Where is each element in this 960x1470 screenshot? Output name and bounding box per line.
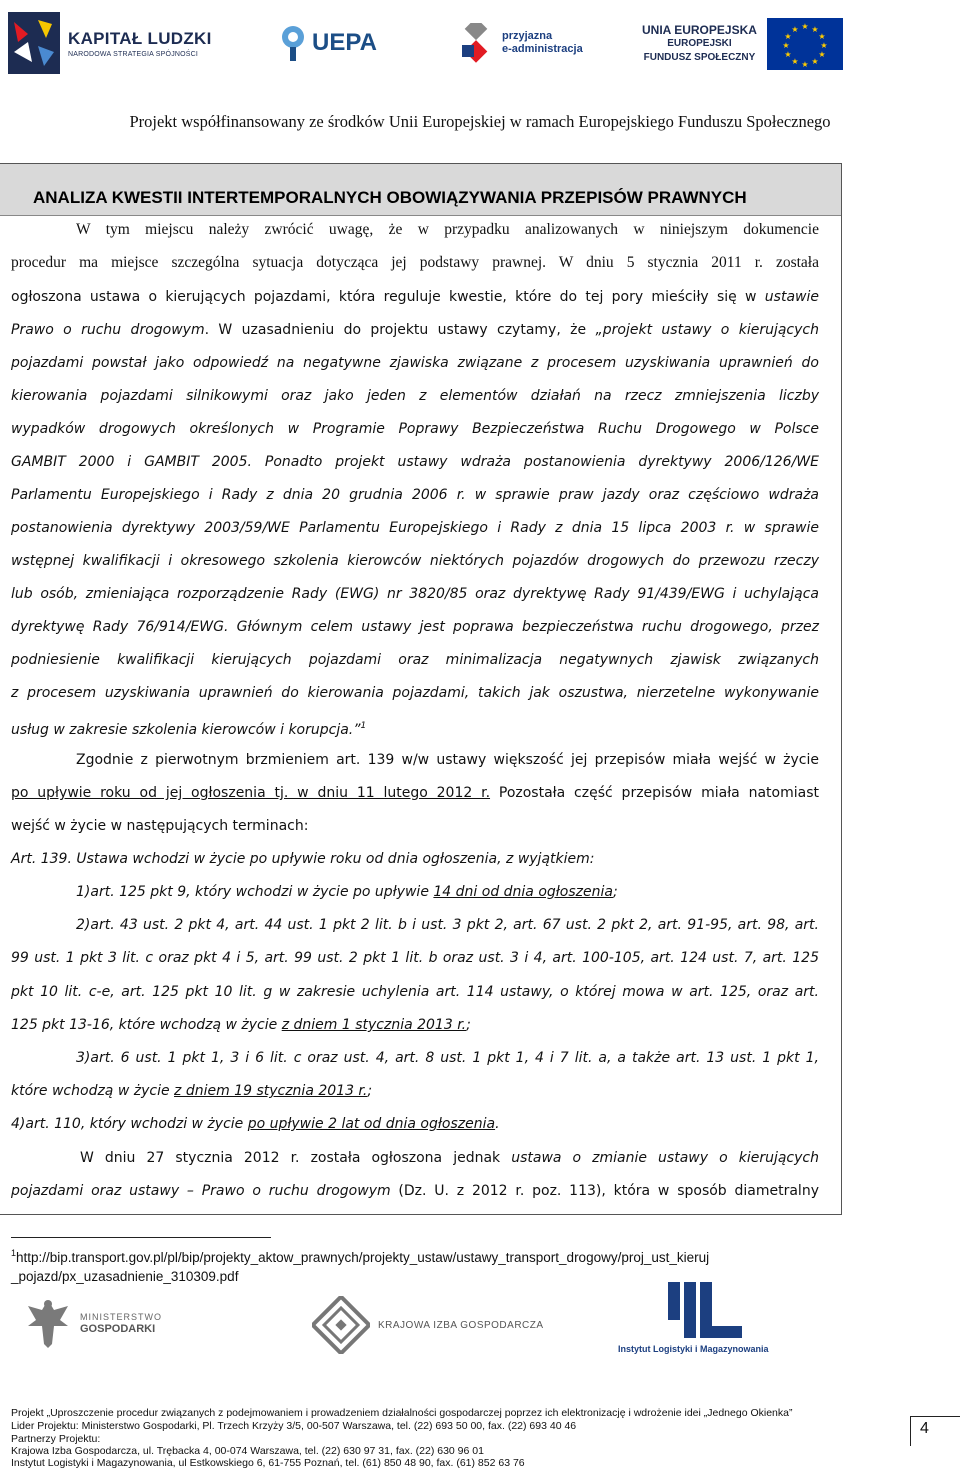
law-title-span: ustawie: [764, 289, 819, 305]
law-title-span: Prawo o ruchu drogowym: [11, 322, 205, 338]
footnote-line: [11, 1248, 709, 1265]
kig-emblem-icon: [312, 1296, 370, 1354]
mg-line2: GOSPODARKI: [80, 1323, 156, 1335]
quote-line: Parlamentu Europejskiego i Rady z dnia 20 grudnia 2006 r. w sprawie praw jazdy oraz częściowo wdraża: [11, 487, 819, 503]
ue-title: UNIA EUROPEJSKA: [642, 23, 757, 37]
e-administracja-logo: [456, 18, 583, 68]
article-item-1: [76, 882, 884, 902]
text-line: wejść w życie w następujących terminach:: [11, 818, 309, 834]
quote-line: wypadków drogowych określonych w Programie Poprawy Bezpieczeństwa Ruchu Drogowego w Polsce: [11, 421, 819, 437]
text-span: W dniu 27 stycznia 2012 r. została ogłoszona jednak: [80, 1150, 512, 1166]
kapital-ludzki-subtitle: NARODOWA STRATEGIA SPÓJNOŚCI: [68, 50, 199, 58]
article-item-4: [11, 1114, 819, 1134]
text-span: ;: [466, 1017, 471, 1033]
uepa-title: UEPA: [312, 29, 377, 56]
text-span: 4)art. 110, który wchodzi w życie: [11, 1116, 248, 1132]
ue-fund-line1: EUROPEJSKI: [667, 38, 732, 49]
ue-fund-line2: FUNDUSZ SPOŁECZNY: [643, 52, 756, 63]
quote-line: GAMBIT 2000 i GAMBIT 2005. Ponadto projekt ustawy wdraża postanowienia dyrektywy 2006/126/WE: [11, 454, 819, 470]
text-span: . W uzasadnieniu do projektu ustawy czytamy, że: [204, 322, 596, 338]
underlined-date-span: po upływie roku od jej ogłoszenia tj. w dniu 11 lutego 2012 r.: [11, 785, 491, 801]
svg-text:★: ★: [811, 57, 819, 66]
ilim-label: Instytut Logistyki i Magazynowania: [618, 1344, 769, 1354]
footnote-number: 1: [11, 1248, 17, 1258]
ministerstwo-gospodarki-logo: [24, 1296, 162, 1350]
ilim-emblem-icon: [638, 1280, 748, 1342]
text-line: [11, 320, 819, 340]
quote-line: z procesem uzyskiwania uprawnień do kierowania pojazdami, takich jak oszustwa, nierzetelne wykonywanie: [11, 685, 819, 701]
header-logo-bar: [0, 0, 960, 84]
svg-text:★: ★: [818, 50, 826, 59]
e-administracja-line1: przyjazna: [502, 30, 553, 42]
svg-text:★: ★: [820, 41, 828, 50]
mg-line1: MINISTERSTWO: [80, 1312, 162, 1322]
underlined-date-span: 14 dni od dnia ogłoszenia: [433, 884, 613, 900]
cofinancing-note: Projekt współfinansowany ze środków Unii Europejskiej w ramach Europejskiego Funduszu Społecznego: [129, 112, 831, 131]
svg-text:★: ★: [818, 32, 826, 41]
svg-text:★: ★: [782, 41, 790, 50]
svg-text:★: ★: [791, 57, 799, 66]
svg-text:★: ★: [784, 50, 792, 59]
page-number-box: [910, 1416, 960, 1446]
footnote-url-cont[interactable]: _pojazd/px_uzasadnienie_310309.pdf: [11, 1269, 239, 1284]
law-title-span: pojazdami oraz ustawy – Prawo o ruchu drogowym: [11, 1183, 391, 1199]
svg-text:★: ★: [811, 25, 819, 34]
text-line: Zgodnie z pierwotnym brzmieniem art. 139 w/w ustawy większość jej przepisów miała wejść w życie: [76, 752, 819, 768]
ilim-logo: [618, 1280, 769, 1354]
text-line: [80, 1148, 819, 1168]
text-span: ;: [612, 884, 618, 900]
article-item-2-cont: [11, 1015, 819, 1035]
quote-line: dyrektywę Rady 76/914/EWG. Głównym celem ustawy jest poprawa bezpieczeństwa ruchu drogowego, przez: [11, 619, 819, 635]
text-span: Pozostała część przepisów miała natomiast: [490, 785, 819, 801]
unia-europejska-logo: [642, 16, 843, 72]
quote-line: postanowienia dyrektywy 2003/59/WE Parlamentu Europejskiego i Rady z dnia 15 lipca 2003 r. w sprawie: [11, 520, 819, 536]
krajowa-izba-gospodarcza-logo: [312, 1296, 544, 1354]
uepa-logo: [278, 18, 377, 68]
article-item-2-cont: pkt 10 lit. c-e, art. 125 pkt 10 lit. g w zakresie uchylenia art. 114 ustawy, o której mowa w art. 125, oraz art.: [11, 984, 819, 1000]
page-number: 4: [920, 1420, 929, 1437]
text-span: (Dz. U. z 2012 r. poz. 113), która w sposób diametralny: [390, 1183, 819, 1199]
svg-text:★: ★: [801, 22, 809, 31]
underlined-date-span: z dniem 1 stycznia 2013 r.: [281, 1017, 467, 1033]
quote-span: „projekt ustawy o kierujących: [595, 322, 819, 338]
text-line: procedur ma miejsce szczególna sytuacja dotycząca jej podstawy prawnej. W dniu 5 stycznia 2011 r. została: [11, 254, 819, 271]
uepa-emblem-icon: [278, 23, 308, 63]
quote-line: wstępnej kwalifikacji i okresowego szkolenia kierowców niektórych pojazdów drogowych do przewozu rzeczy: [11, 553, 819, 569]
footer-leader-line: Lider Projektu: Ministerstwo Gospodarki, Pl. Trzech Krzyży 3/5, 00-507 Warszawa, tel. (22) 693 50 00, fax. (22) 693 40 46: [11, 1420, 577, 1432]
quote-line: podniesienie kwalifikacji kierujących pojazdami oraz minimalizacja negatywnych zjawisk związanych: [11, 652, 819, 668]
footer-partner-ilim: Instytut Logistyki i Magazynowania, ul Estkowskiego 6, 61-755 Poznań, tel. (61) 850 48 90, fax. (61) 852 63 76: [11, 1457, 525, 1469]
footnote-reference[interactable]: 1: [360, 721, 367, 731]
text-span: 1)art. 125 pkt 9, który wchodzi w życie po upływie: [76, 884, 434, 900]
text-line: [11, 287, 819, 307]
quote-line: lub osób, zmieniająca rozporządzenie Rady (EWG) nr 3820/85 oraz dyrektywę Rady 91/439/EWG i uchylająca: [11, 586, 819, 602]
text-span: które wchodzą w życie: [11, 1083, 175, 1099]
law-title-span: ustawa o zmianie ustawy o kierujących: [511, 1150, 819, 1166]
article-item-3-cont: [11, 1081, 819, 1101]
eu-flag-icon: [767, 18, 843, 70]
section-heading: ANALIZA KWESTII INTERTEMPORALNYCH OBOWIĄZYWANIA PRZEPISÓW PRAWNYCH: [33, 188, 747, 207]
underlined-date-span: po upływie 2 lat od dnia ogłoszenia: [247, 1116, 496, 1132]
footer-partner-kig: Krajowa Izba Gospodarcza, ul. Trębacka 4, 00-074 Warszawa, tel. (22) 630 97 31, fax. (22) 630 96 01: [11, 1445, 484, 1457]
polish-eagle-icon: [24, 1296, 72, 1350]
kapital-ludzki-title: KAPITAŁ LUDZKI: [68, 28, 212, 48]
quote-line: [11, 716, 819, 740]
underlined-date-span: z dniem 19 stycznia 2013 r.: [174, 1083, 368, 1099]
footer-partners-label: Partnerzy Projektu:: [11, 1433, 101, 1445]
e-administracja-line2: e-administracja: [502, 43, 583, 55]
text-span: .: [495, 1116, 500, 1132]
footnote-separator: [11, 1237, 271, 1238]
footer-project-line: Projekt „Uproszczenie procedur związanych z podejmowaniem i prowadzeniem działalności gospodarczej poprzez ich elektronizację i wdrożenie idei „Jednego Okienka”: [11, 1407, 793, 1419]
quote-line: kierowania pojazdami silnikowymi oraz jako jeden z elementów działań na rzecz zmniejszenia liczby: [11, 388, 819, 404]
article-item-3: 3)art. 6 ust. 1 pkt 1, 3 i 6 lit. c oraz ust. 4, art. 8 ust. 1 pkt 1, 4 i 7 lit. a, a także art. 13 ust. 1 pkt 1,: [76, 1050, 819, 1066]
text-span: ogłoszona ustawa o kierujących pojazdami, która reguluje kwestie, które do tej pory mieściły się w: [11, 289, 765, 305]
kapital-ludzki-logo: [8, 12, 212, 74]
article-item-2-cont: 99 ust. 1 pkt 3 lit. c oraz pkt 4 i 5, art. 99 ust. 2 pkt 1 lit. b oraz ust. 3 i 4, art. 100-105, art. 124 ust. 7, art. 125: [11, 950, 819, 966]
text-span: ;: [367, 1083, 373, 1099]
kig-label: KRAJOWA IZBA GOSPODARCZA: [378, 1319, 544, 1331]
section-heading-bar: [0, 164, 841, 216]
quote-span: usług w zakresie szkolenia kierowców i korupcja.”: [11, 722, 361, 738]
kapital-ludzki-emblem-icon: [8, 12, 60, 74]
text-line: [11, 783, 819, 803]
puzzle-icon: [456, 23, 496, 63]
text-line: W tym miejscu należy zwrócić uwagę, że w przypadku analizowanych w niniejszym dokumencie: [76, 221, 819, 238]
svg-text:★: ★: [801, 60, 809, 69]
footnote-url[interactable]: http://bip.transport.gov.pl/pl/bip/projekty_aktow_prawnych/projekty_ustaw/ustawy_transport_drogowy/proj_ust_kieruj: [16, 1250, 710, 1265]
svg-text:★: ★: [791, 25, 799, 34]
article-item-2: 2)art. 43 ust. 2 pkt 4, art. 44 ust. 1 pkt 2 lit. b i ust. 3 pkt 2, art. 67 ust. 2 pkt 2, art. 91-95, art. 98, art.: [76, 917, 819, 933]
article-line: Art. 139. Ustawa wchodzi w życie po upływie roku od dnia ogłoszenia, z wyjątkiem:: [11, 851, 595, 867]
svg-text:★: ★: [784, 32, 792, 41]
quote-line: pojazdami powstał jako odpowiedź na negatywne zjawiska związane z procesem uzyskiwania uprawnień do: [11, 355, 819, 371]
text-line: [11, 1181, 819, 1201]
text-span: 125 pkt 13-16, które wchodzą w życie: [11, 1017, 282, 1033]
